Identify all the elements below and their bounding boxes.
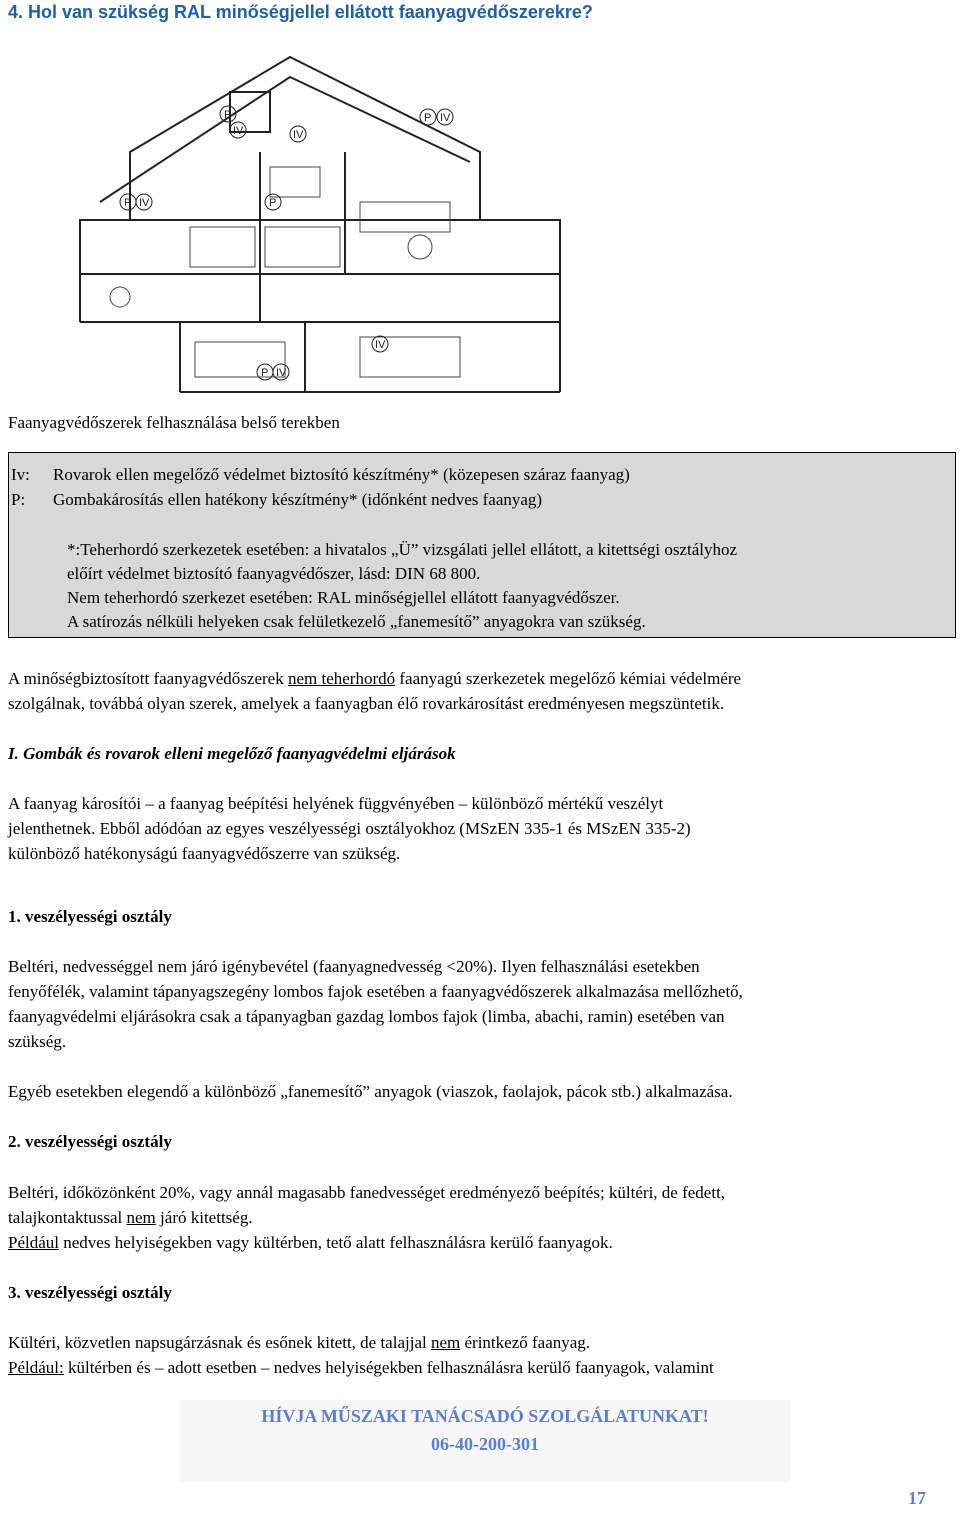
legend-iv-label: Iv:	[11, 465, 30, 484]
class-3-line-1	[8, 1330, 952, 1355]
svg-text:P: P	[224, 109, 232, 121]
legend-box	[8, 452, 956, 638]
legend-note-3: Nem teherhordó szerkezet esetében: RAL minőségjellel ellátott faanyagvédőszer.	[67, 588, 620, 607]
class-3-title: 3. veszélyességi osztály	[8, 1283, 172, 1302]
section-text-2: jelenthetnek. Ebből adódóan az egyes veszélyességi osztályokhoz (MSzEN 335-1 és MSzEN 335-2)	[8, 819, 691, 838]
page-number: 17	[908, 1488, 926, 1508]
iv-marker-icon	[230, 122, 246, 138]
class-1-line-2: fenyőfélék, valamint tápanyagszegény lombos fajok esetében a faanyagvédőszerek alkalmazása mellőzhető,	[8, 982, 743, 1001]
class-3-line-1-b: érintkező faanyag.	[460, 1333, 591, 1352]
svg-text:IV: IV	[440, 112, 451, 124]
class-2-example-label: Például	[8, 1233, 59, 1252]
intro-text-a: A minőségbiztosított faanyagvédőszerek	[8, 669, 288, 688]
class-3-line-2	[8, 1355, 952, 1380]
intro-line-2: szolgálnak, továbbá olyan szerek, amelyek a faanyagban élő rovarkárosítást eredményesen megszüntetik.	[8, 694, 725, 713]
class-2-line-2-underlined: nem	[126, 1208, 156, 1227]
footer-call-text: HÍVJA MŰSZAKI TANÁCSADÓ SZOLGÁLATUNKAT!	[261, 1406, 709, 1426]
svg-text:IV: IV	[293, 129, 304, 141]
class-2-line-3	[8, 1230, 952, 1255]
footer-banner	[180, 1400, 790, 1482]
class-3-example-text: kültérben és – adott esetben – nedves helyiségekben felhasználásra kerülő faanyagok, valamint	[63, 1358, 714, 1377]
class-3-example-label: Például:	[8, 1358, 64, 1377]
intro-text-b: faanyagú szerkezetek megelőző kémiai védelmére	[395, 669, 742, 688]
class-2-title: 2. veszélyességi osztály	[8, 1132, 172, 1151]
svg-text:IV: IV	[375, 339, 386, 351]
svg-text:P: P	[424, 112, 432, 124]
class-2-line-2	[8, 1205, 952, 1230]
class-1-line-4: szükség.	[8, 1032, 67, 1051]
class-1-line-1: Beltéri, nedvességgel nem járó igénybevétel (faanyagnedvesség <20%). Ilyen felhasználási esetekben	[8, 957, 700, 976]
svg-text:IV: IV	[139, 197, 150, 209]
footer-phone[interactable]: 06-40-200-301	[431, 1434, 539, 1454]
legend-p-row	[9, 487, 542, 512]
legend-iv-text: Rovarok ellen megelőző védelmet biztosító készítmény* (közepesen száraz faanyag)	[53, 465, 630, 484]
house-illustration	[60, 52, 580, 402]
section-text-1: A faanyag károsítói – a faanyag beépítési helyének függvényében – különböző mértékű veszélyt	[8, 794, 664, 813]
legend-note-1: *:Teherhordó szerkezetek esetében: a hivatalos „Ü” vizsgálati jellel ellátott, a kitettségi osztályhoz	[67, 540, 738, 559]
svg-text:P: P	[124, 197, 132, 209]
class-2-line-2-a: talajkontaktussal	[8, 1208, 127, 1227]
legend-iv-row	[9, 462, 630, 487]
class-1-line-3: faanyagvédelmi eljárásokra csak a tápanyagban gazdag lombos fajok (limba, abachi, ramin) esetében van	[8, 1007, 725, 1026]
legend-note-2: előírt védelmet biztosító faanyagvédőszer, lásd: DIN 68 800.	[67, 564, 481, 583]
intro-line-1	[8, 666, 952, 691]
svg-text:P: P	[261, 367, 269, 379]
intro-underlined: nem teherhordó	[287, 669, 396, 688]
class-3-line-1-a: Kültéri, közvetlen napsugárzásnak és esőnek kitett, de talajjal	[8, 1333, 431, 1352]
svg-text:P: P	[269, 197, 277, 209]
legend-note-4: A satírozás nélküli helyeken csak felületkezelő „fanemesítő” anyagokra van szükség.	[67, 612, 646, 631]
section-title: I. Gombák és rovarok elleni megelőző faanyagvédelmi eljárások	[8, 744, 456, 763]
svg-text:IV: IV	[276, 367, 287, 379]
section-heading: 4. Hol van szükség RAL minőségjellel ellátott faanyagvédőszerekre?	[8, 2, 593, 22]
figure-caption: Faanyagvédőszerek felhasználása belső terekben	[8, 413, 340, 432]
class-3-line-1-underlined: nem	[430, 1333, 461, 1352]
svg-text:IV: IV	[233, 125, 244, 137]
legend-p-text: Gombakárosítás ellen hatékony készítmény* (időnként nedves faanyag)	[53, 490, 543, 509]
section-text-3: különböző hatékonyságú faanyagvédőszerre van szükség.	[8, 844, 401, 863]
legend-p-label: P:	[11, 490, 26, 509]
class-2-line-1: Beltéri, időközönként 20%, vagy annál magasabb fanedvességet eredményező beépítés; kültéri, de fedett,	[8, 1183, 726, 1202]
class-1-other: Egyéb esetekben elegendő a különböző „fanemesítő” anyagok (viaszok, faolajok, pácok stb.) alkalmazása.	[8, 1082, 733, 1101]
class-1-title: 1. veszélyességi osztály	[8, 907, 172, 926]
class-2-line-2-b: járó kitettség.	[155, 1208, 253, 1227]
class-2-example-text: nedves helyiségekben vagy kültérben, tető alatt felhasználásra kerülő faanyagok.	[59, 1233, 613, 1252]
